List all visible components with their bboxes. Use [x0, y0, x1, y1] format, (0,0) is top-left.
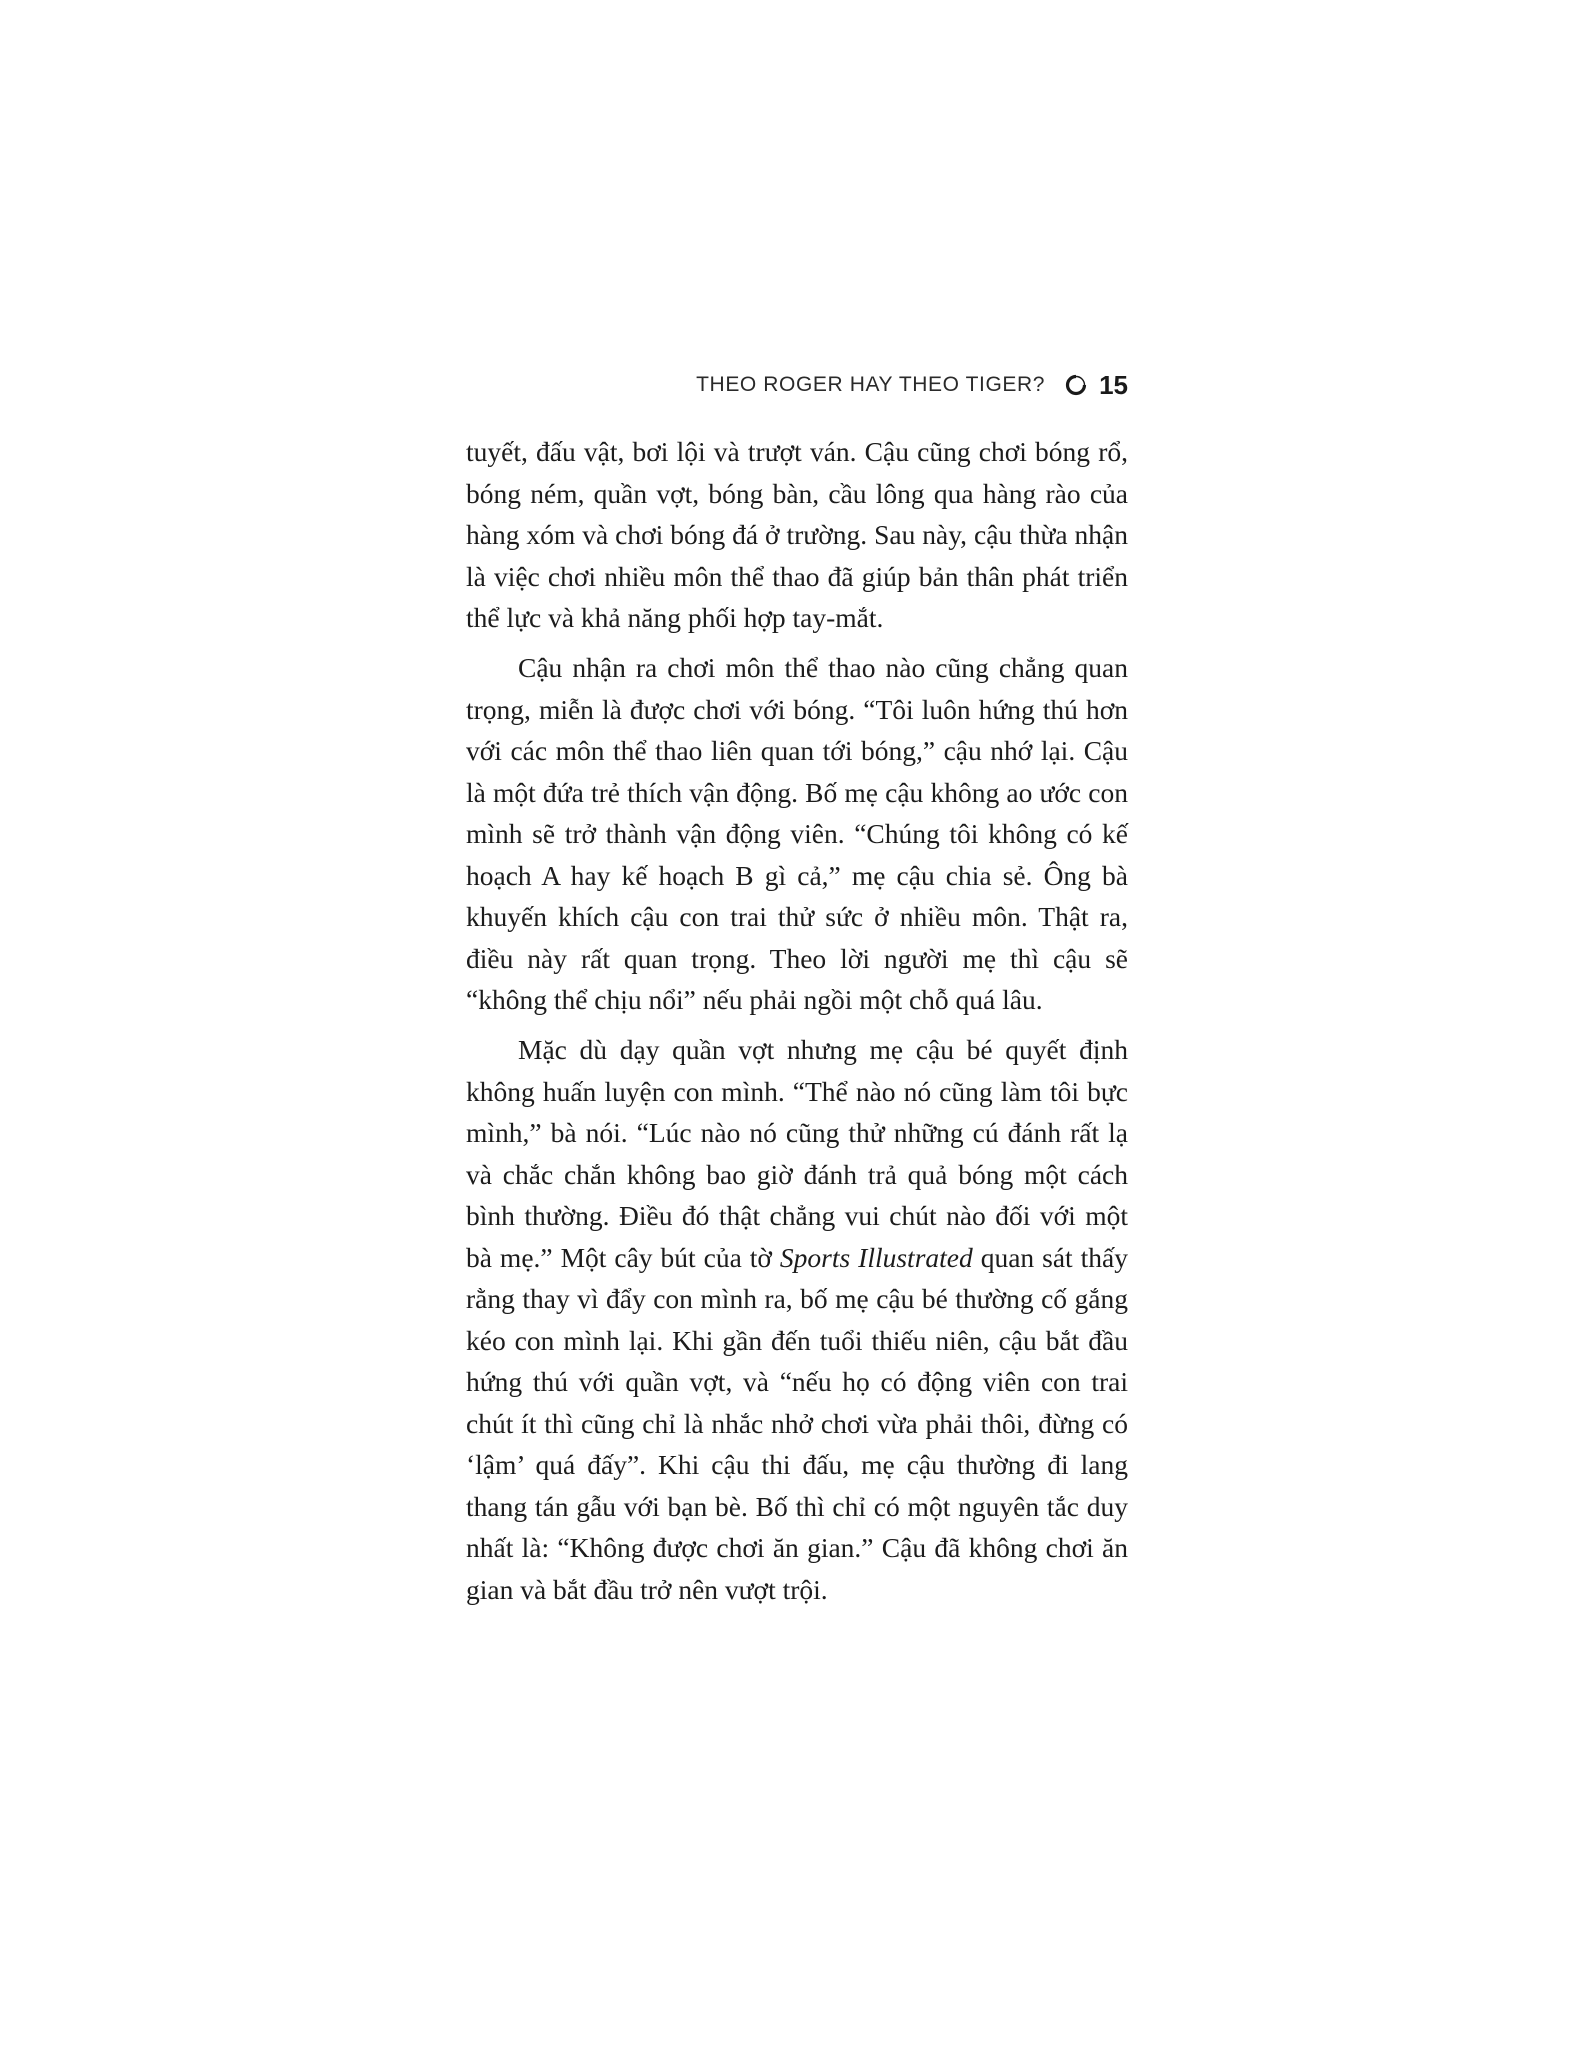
- circle-ornament-icon: [1065, 374, 1087, 396]
- running-head: [466, 365, 1128, 405]
- publication-title: Sports Illustrated: [779, 1241, 973, 1273]
- paragraph-3-text-end: quan sát thấy rằng thay vì đẩy con mình ra, bố mẹ cậu bé thường cố gắng kéo con mình lại. Khi gần đến tuổi thiếu niên, cậu bắt đầu hứng thú với quần vợt, và “nếu họ có động viên con trai chút ít thì cũng chỉ là nhắc nhở chơi vừa phải thôi, đừng có ‘lậm’ quá đấy”. Khi cậu thi đấu, mẹ cậu thường đi lang thang tán gẫu với bạn bè. Bố thì chỉ có một nguyên tắc duy nhất là: “Không được chơi ăn gian.” Cậu đã không chơi ăn gian và bắt đầu trở nên vượt trội.: [466, 1241, 1129, 1605]
- paragraph-2: Cậu nhận ra chơi môn thể thao nào cũng chẳng quan trọng, miễn là được chơi với bóng. “Tôi luôn hứng thú hơn với các môn thể thao liên quan tới bóng,” cậu nhớ lại. Cậu là một đứa trẻ thích vận động. Bố mẹ cậu không ao ước con mình sẽ trở thành vận động viên. “Chúng tôi không có kế hoạch A hay kế hoạch B gì cả,” mẹ cậu chia sẻ. Ông bà khuyến khích cậu con trai thử sức ở nhiều môn. Thật ra, điều này rất quan trọng. Theo lời người mẹ thì cậu sẽ “không thể chịu nổi” nếu phải ngồi một chỗ quá lâu.: [466, 652, 1128, 1015]
- paragraph-1: tuyết, đấu vật, bơi lội và trượt ván. Cậu cũng chơi bóng rổ, bóng ném, quần vợt, bóng bàn, cầu lông qua hàng rào của hàng xóm và chơi bóng đá ở trường. Sau này, cậu thừa nhận là việc chơi nhiều môn thể thao đã giúp bản thân phát triển thể lực và khả năng phối hợp tay-mắt.: [466, 436, 1128, 633]
- page-number: 15: [1099, 369, 1128, 400]
- body-text: [466, 431, 1128, 1619]
- paragraph-3: [466, 1029, 1128, 1610]
- paragraph-3-text-start: Mặc dù dạy quần vợt nhưng mẹ cậu bé quyết định không huấn luyện con mình. “Thể nào nó cũng làm tôi bực mình,” bà nói. “Lúc nào nó cũng thử những cú đánh rất lạ và chắc chắn không bao giờ đánh trả quả bóng một cách bình thường. Điều đó thật chẳng vui chút nào đối với một bà mẹ.” Một cây bút của tờ: [466, 1034, 1128, 1273]
- chapter-title: THEO ROGER HAY THEO TIGER?: [696, 373, 1046, 396]
